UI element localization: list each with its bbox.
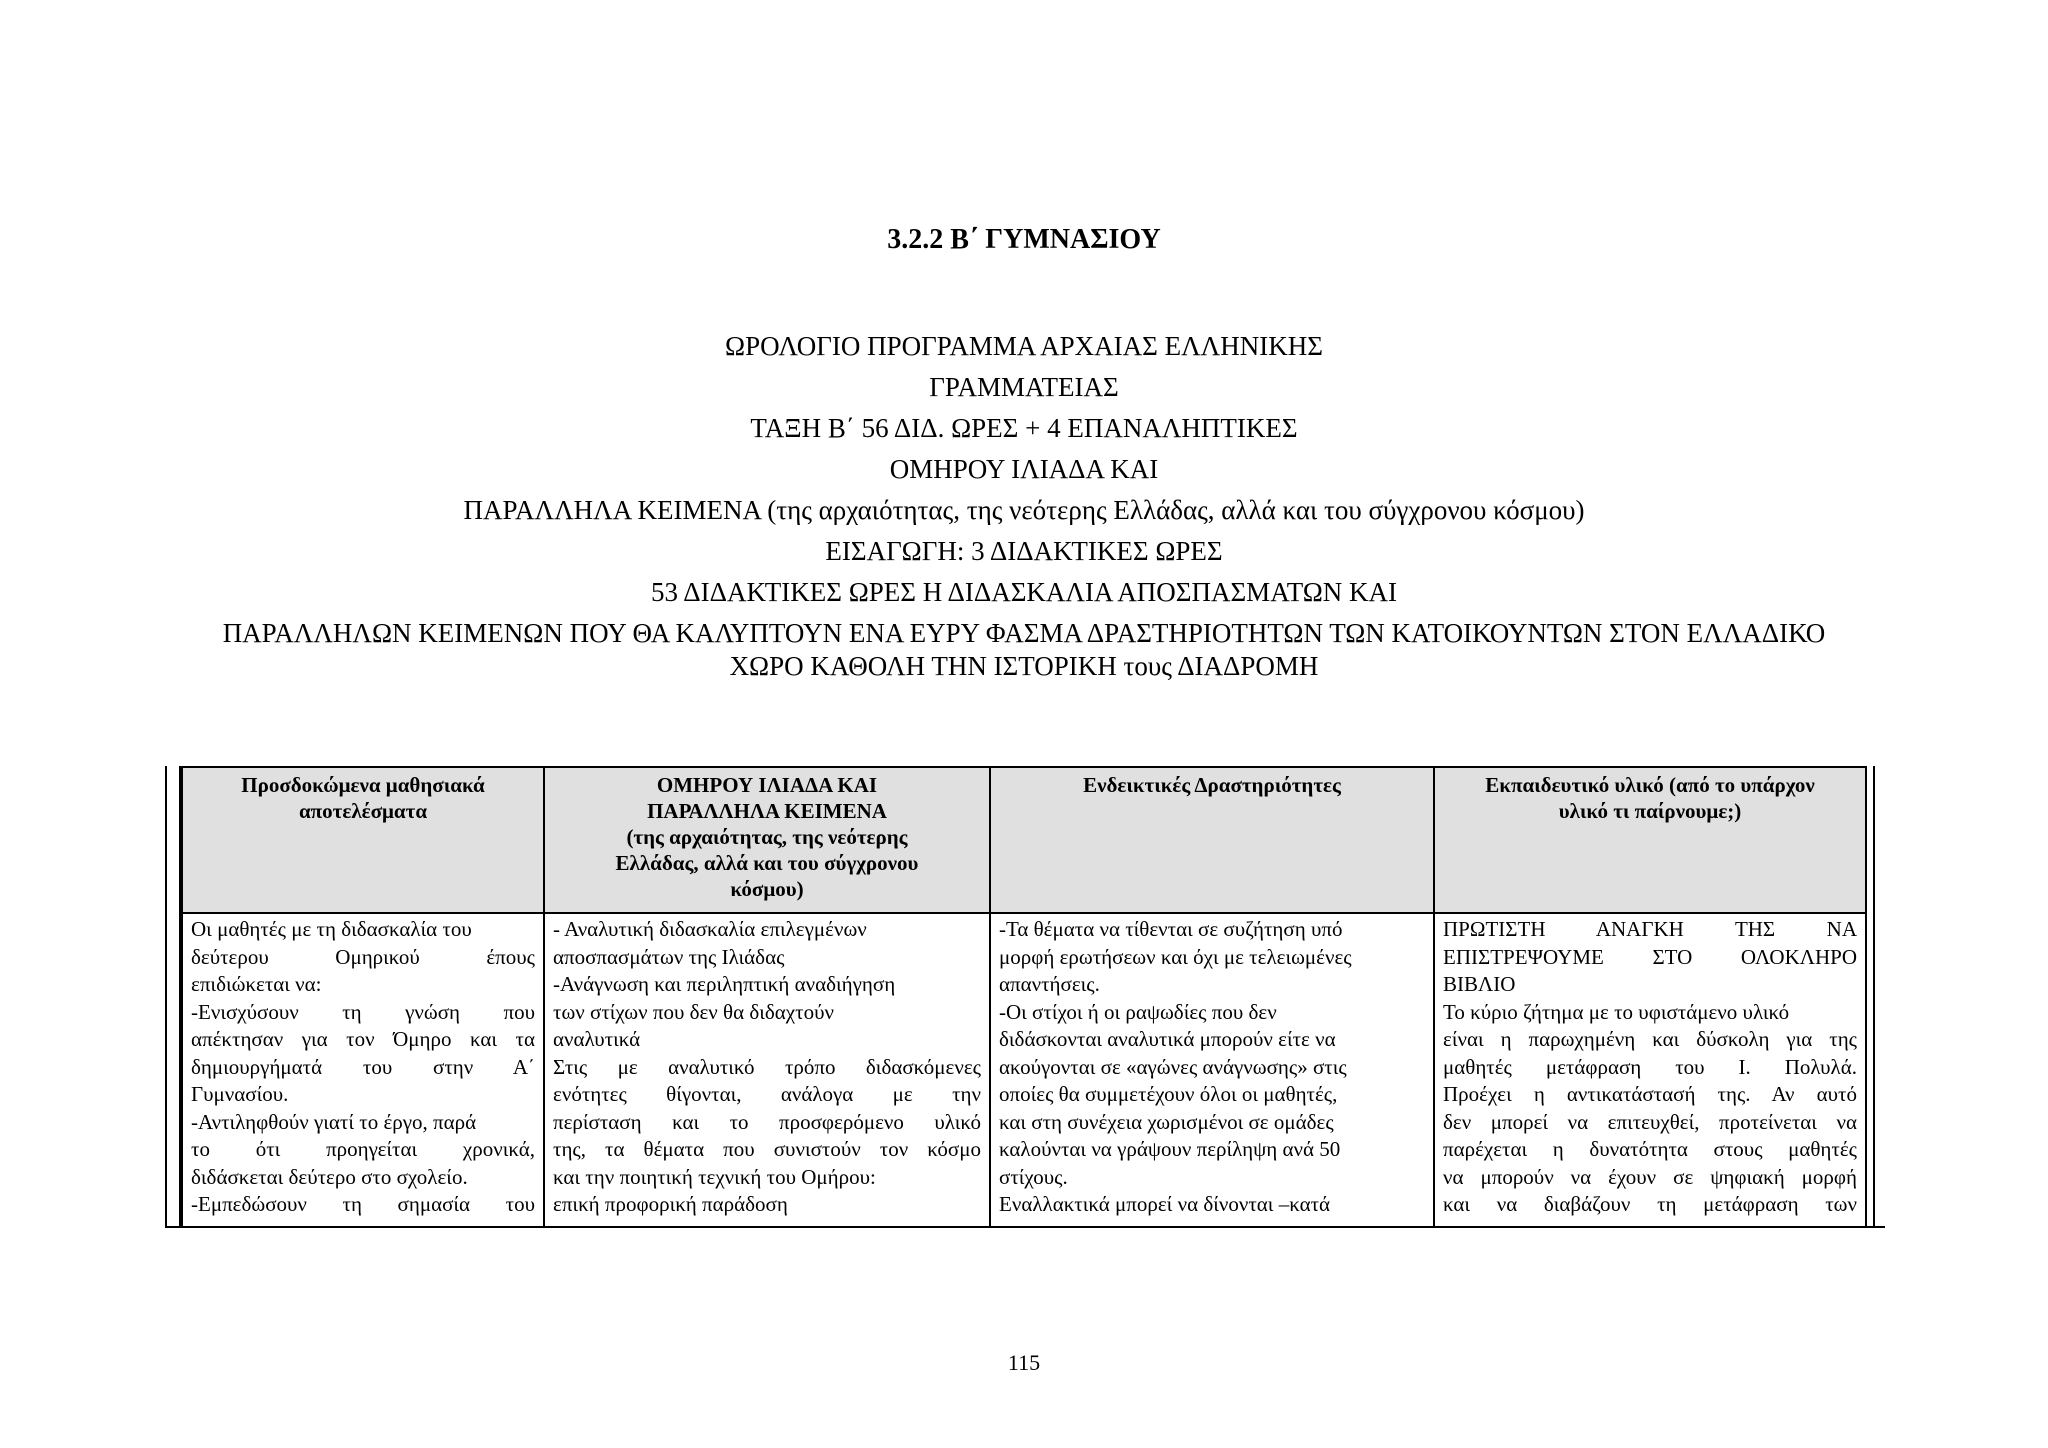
cell-text-line: δεύτερου Ομηρικού έπους <box>191 944 535 969</box>
cell-text-line: και την ποιητική τεχνική του Ομήρου: <box>553 1164 876 1189</box>
header-line: Εκπαιδευτικό υλικό (από το υπάρχον <box>1485 773 1815 797</box>
header-teaching-material <box>1434 767 1866 913</box>
table-header-row <box>182 767 1866 913</box>
cell-text-line: ενότητες θίγονται, ανάλογα με την <box>553 1082 981 1106</box>
cell-text-line: των στίχων που δεν θα διδαχτούν <box>553 999 834 1024</box>
header-iliad-texts <box>544 767 990 913</box>
cell-text-line: δεν μπορεί να επιτευχθεί, προτείνεται να <box>1443 1109 1857 1134</box>
header-line: ΠΑΡΑΛΛΗΛΑ ΚΕΙΜΕΝΑ <box>647 799 887 823</box>
cell-text-line: Εναλλακτικά μπορεί να δίνονται –κατά <box>999 1192 1331 1216</box>
cell-text-line: Το κύριο ζήτημα με το υφιστάμενο υλικό <box>1443 999 1790 1024</box>
header-line: ΟΜΗΡΟΥ ΙΛΙΑΔΑ ΚΑΙ <box>656 773 878 797</box>
curriculum-table-frame <box>165 766 1885 1228</box>
header-line: υλικό τι παίρνουμε;) <box>1558 799 1742 823</box>
heading-line: ΠΑΡΑΛΛΗΛΑ ΚΕΙΜΕΝΑ (της αρχαιότητας, της νεότερης Ελλάδας, αλλά και του σύγχρονου κόσμου) <box>463 495 1585 525</box>
cell-text-line: δημιουργήματά του στην Α΄ <box>191 1054 535 1079</box>
cell-teaching-material <box>1434 913 1866 1228</box>
cell-text-line: το ότι προηγείται χρονικά, <box>191 1137 535 1161</box>
cell-text-line: αποσπασμάτων της Ιλιάδας <box>553 944 785 969</box>
cell-text-line: μαθητές μετάφραση του Ι. Πολυλά. <box>1443 1054 1857 1079</box>
cell-text-line: Προέχει η αντικατάστασή της. Αν αυτό <box>1443 1082 1857 1106</box>
cell-text-line: απαντήσεις. <box>999 972 1100 996</box>
cell-text-line: διδάσκεται δεύτερο στο σχολείο. <box>191 1164 468 1189</box>
cell-text-line: Στις με αναλυτικό τρόπο διδασκόμενες <box>553 1054 981 1079</box>
cell-iliad-texts <box>544 913 990 1228</box>
program-heading <box>200 326 1848 683</box>
heading-line: 53 ΔΙΔΑΚΤΙΚΕΣ ΩΡΕΣ Η ΔΙΔΑΣΚΑΛΙΑ ΑΠΟΣΠΑΣΜΑΤΩΝ ΚΑΙ <box>650 577 1398 607</box>
cell-text-line: ΠΡΩΤΙΣΤΗ ΑΝΑΓΚΗ ΤΗΣ ΝΑ <box>1443 917 1857 941</box>
curriculum-table <box>181 766 1867 1228</box>
cell-text-line: -Τα θέματα να τίθενται σε συζήτηση υπό <box>999 917 1343 941</box>
cell-text-line: -Εμπεδώσουν τη σημασία του <box>191 1192 535 1216</box>
cell-text-line: διδάσκονται αναλυτικά μπορούν είτε να <box>999 1027 1336 1051</box>
header-line: αποτελέσματα <box>298 799 428 823</box>
cell-text-line: -Ανάγνωση και περιληπτική αναδιήγηση <box>553 972 896 996</box>
header-line: κόσμου) <box>730 877 804 901</box>
cell-text-line: αναλυτικά <box>553 1027 641 1051</box>
heading-line: ΓΡΑΜΜΑΤΕΙΑΣ <box>929 372 1119 402</box>
header-line: Προσδοκώμενα μαθησιακά <box>241 773 485 797</box>
table-row <box>182 913 1866 1228</box>
cell-text-line: περίσταση και το προσφερόμενο υλικό <box>553 1109 981 1134</box>
cell-text-line: της, τα θέματα που συνιστούν τον κόσμο <box>553 1137 981 1161</box>
cell-text-line: παρέχεται η δυνατότητα στους μαθητές <box>1443 1137 1857 1161</box>
header-line: (της αρχαιότητας, της νεότερης <box>626 825 908 849</box>
header-learning-outcomes <box>182 767 544 913</box>
cell-text-line: μορφή ερωτήσεων και όχι με τελειωμένες <box>999 944 1352 969</box>
header-line: Ενδεικτικές Δραστηριότητες <box>1083 773 1341 797</box>
cell-text-line: Οι μαθητές με τη διδασκαλία του <box>191 917 472 941</box>
heading-line: ΠΑΡΑΛΛΗΛΩΝ ΚΕΙΜΕΝΩΝ ΠΟΥ ΘΑ ΚΑΛΥΠΤΟΥΝ ΕΝΑ ΕΥΡΥ ΦΑΣΜΑ ΔΡΑΣΤΗΡΙΟΤΗΤΩΝ ΤΩΝ ΚΑΤΟΙΚΟΥΝΤΩΝ ΣΤΟΝ ΕΛΛΑΔΙΚΟ ΧΩΡΟ ΚΑΘΟΛΗ ΤΗΝ ΙΣΤΟΡΙΚΗ τους ΔΙΑΔΡΟΜΗ <box>222 618 1826 681</box>
cell-text-line: είναι η παρωχημένη και δύσκολη για της <box>1443 1027 1857 1051</box>
cell-text-line: -Ενισχύσουν τη γνώση που <box>191 999 535 1024</box>
cell-text-line: ΒΙΒΛΙΟ <box>1443 972 1516 996</box>
cell-learning-outcomes <box>182 913 544 1228</box>
cell-text-line: απέκτησαν για τον Όμηρο και τα <box>191 1027 535 1051</box>
cell-activities <box>990 913 1434 1228</box>
cell-text-line: ΕΠΙΣΤΡΕΨΟΥΜΕ ΣΤΟ ΟΛΟΚΛΗΡΟ <box>1443 944 1857 969</box>
cell-text-line: -Αντιληφθούν γιατί το έργο, παρά <box>191 1109 477 1134</box>
cell-text-line: να μπορούν να έχουν σε ψηφιακή μορφή <box>1443 1164 1857 1189</box>
table-outer-rule <box>1873 766 1875 1226</box>
cell-text-line: καλούνται να γράψουν περίληψη ανά 50 <box>999 1137 1341 1161</box>
heading-line: ΕΙΣΑΓΩΓΗ: 3 ΔΙΔΑΚΤΙΚΕΣ ΩΡΕΣ <box>825 536 1223 566</box>
heading-line: ΟΜΗΡΟΥ ΙΛΙΑΔΑ ΚΑΙ <box>889 454 1159 484</box>
cell-text-line: επική προφορική παράδοση <box>553 1192 788 1216</box>
section-title: 3.2.2 Β΄ ΓΥΜΝΑΣΙΟΥ <box>887 224 1161 255</box>
cell-text-line: στίχους. <box>999 1164 1068 1189</box>
cell-text-line: επιδιώκεται να: <box>191 972 322 996</box>
header-line: Ελλάδας, αλλά και του σύγχρονου <box>615 851 919 875</box>
heading-line: ΩΡΟΛΟΓΙΟ ΠΡΟΓΡΑΜΜΑ ΑΡΧΑΙΑΣ ΕΛΛΗΝΙΚΗΣ <box>725 331 1323 361</box>
cell-text-line: -Οι στίχοι ή οι ραψωδίες που δεν <box>999 999 1277 1024</box>
page-number: 115 <box>1007 1350 1041 1375</box>
cell-text-line: και να διαβάζουν τη μετάφραση των <box>1443 1192 1857 1216</box>
header-activities <box>990 767 1434 913</box>
cell-text-line: ακούγονται σε «αγώνες ανάγνωσης» στις <box>999 1054 1347 1079</box>
cell-text-line: και στη συνέχεια χωρισμένοι σε ομάδες <box>999 1109 1334 1134</box>
cell-text-line: - Αναλυτική διδασκαλία επιλεγμένων <box>553 917 867 941</box>
heading-line: ΤΑΞΗ Β΄ 56 ΔΙΔ. ΩΡΕΣ + 4 ΕΠΑΝΑΛΗΠΤΙΚΕΣ <box>750 413 1298 443</box>
cell-text-line: οποίες θα συμμετέχουν όλοι οι μαθητές, <box>999 1082 1338 1106</box>
cell-text-line: Γυμνασίου. <box>191 1082 289 1106</box>
